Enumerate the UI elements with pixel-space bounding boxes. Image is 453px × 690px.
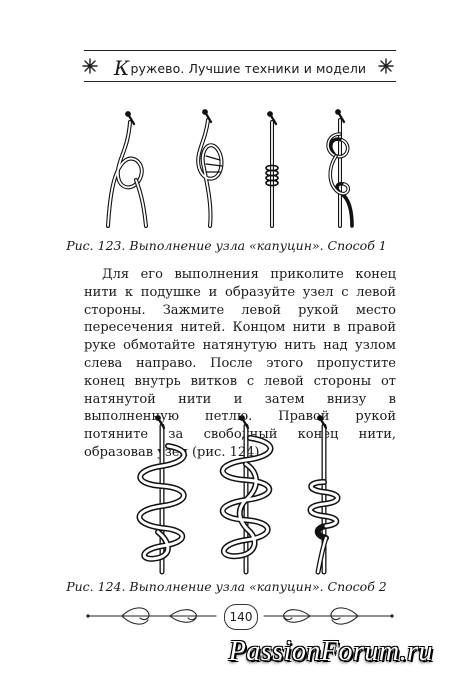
running-header xyxy=(84,50,396,82)
knot-step-3-drawing xyxy=(266,112,278,226)
page-number: 140 xyxy=(224,604,258,630)
body-paragraph: Для его выполнения приколите конец нити к подушке и образуйте узел с левой стороны. Зажмите левой рукой место пересечения нитей. Концом нити в правой руке обмотайте натянутую нить над узлом слева направо. После этого пропустите конец внутрь витков с левой стороны от натянутой нити и затем внизу в выполненную петлю. Правой рукой потяните за свободный конец нити, образовав узел (рис. 124). xyxy=(84,267,396,460)
knot-method-2-step-1-drawing xyxy=(140,416,184,572)
knot-step-4-drawing xyxy=(328,110,352,226)
watermark: PassionForum.ru xyxy=(228,636,433,667)
page-footer xyxy=(82,600,398,634)
figure-123-caption: Рис. 123. Выполнение узла «капуцин». Способ 1 xyxy=(66,238,387,253)
knot-step-1-drawing xyxy=(108,112,146,226)
figure-123-illustration xyxy=(90,108,380,230)
knot-method-2-step-3-drawing xyxy=(311,416,338,572)
knot-step-2-drawing xyxy=(198,110,222,226)
header-title xyxy=(84,56,396,80)
header-title-text: ружево. Лучшие техники и модели xyxy=(130,61,367,76)
figure-124-caption: Рис. 124. Выполнение узла «капуцин». Способ 2 xyxy=(66,579,387,594)
knot-method-2-step-2-drawing xyxy=(223,416,271,572)
figure-124-illustration xyxy=(118,412,358,580)
header-bottom-rule xyxy=(84,81,396,82)
floral-ornament-icon xyxy=(82,58,98,74)
header-title-initial: К xyxy=(113,56,130,80)
floral-ornament-icon xyxy=(378,58,394,74)
header-top-rule xyxy=(84,50,396,51)
